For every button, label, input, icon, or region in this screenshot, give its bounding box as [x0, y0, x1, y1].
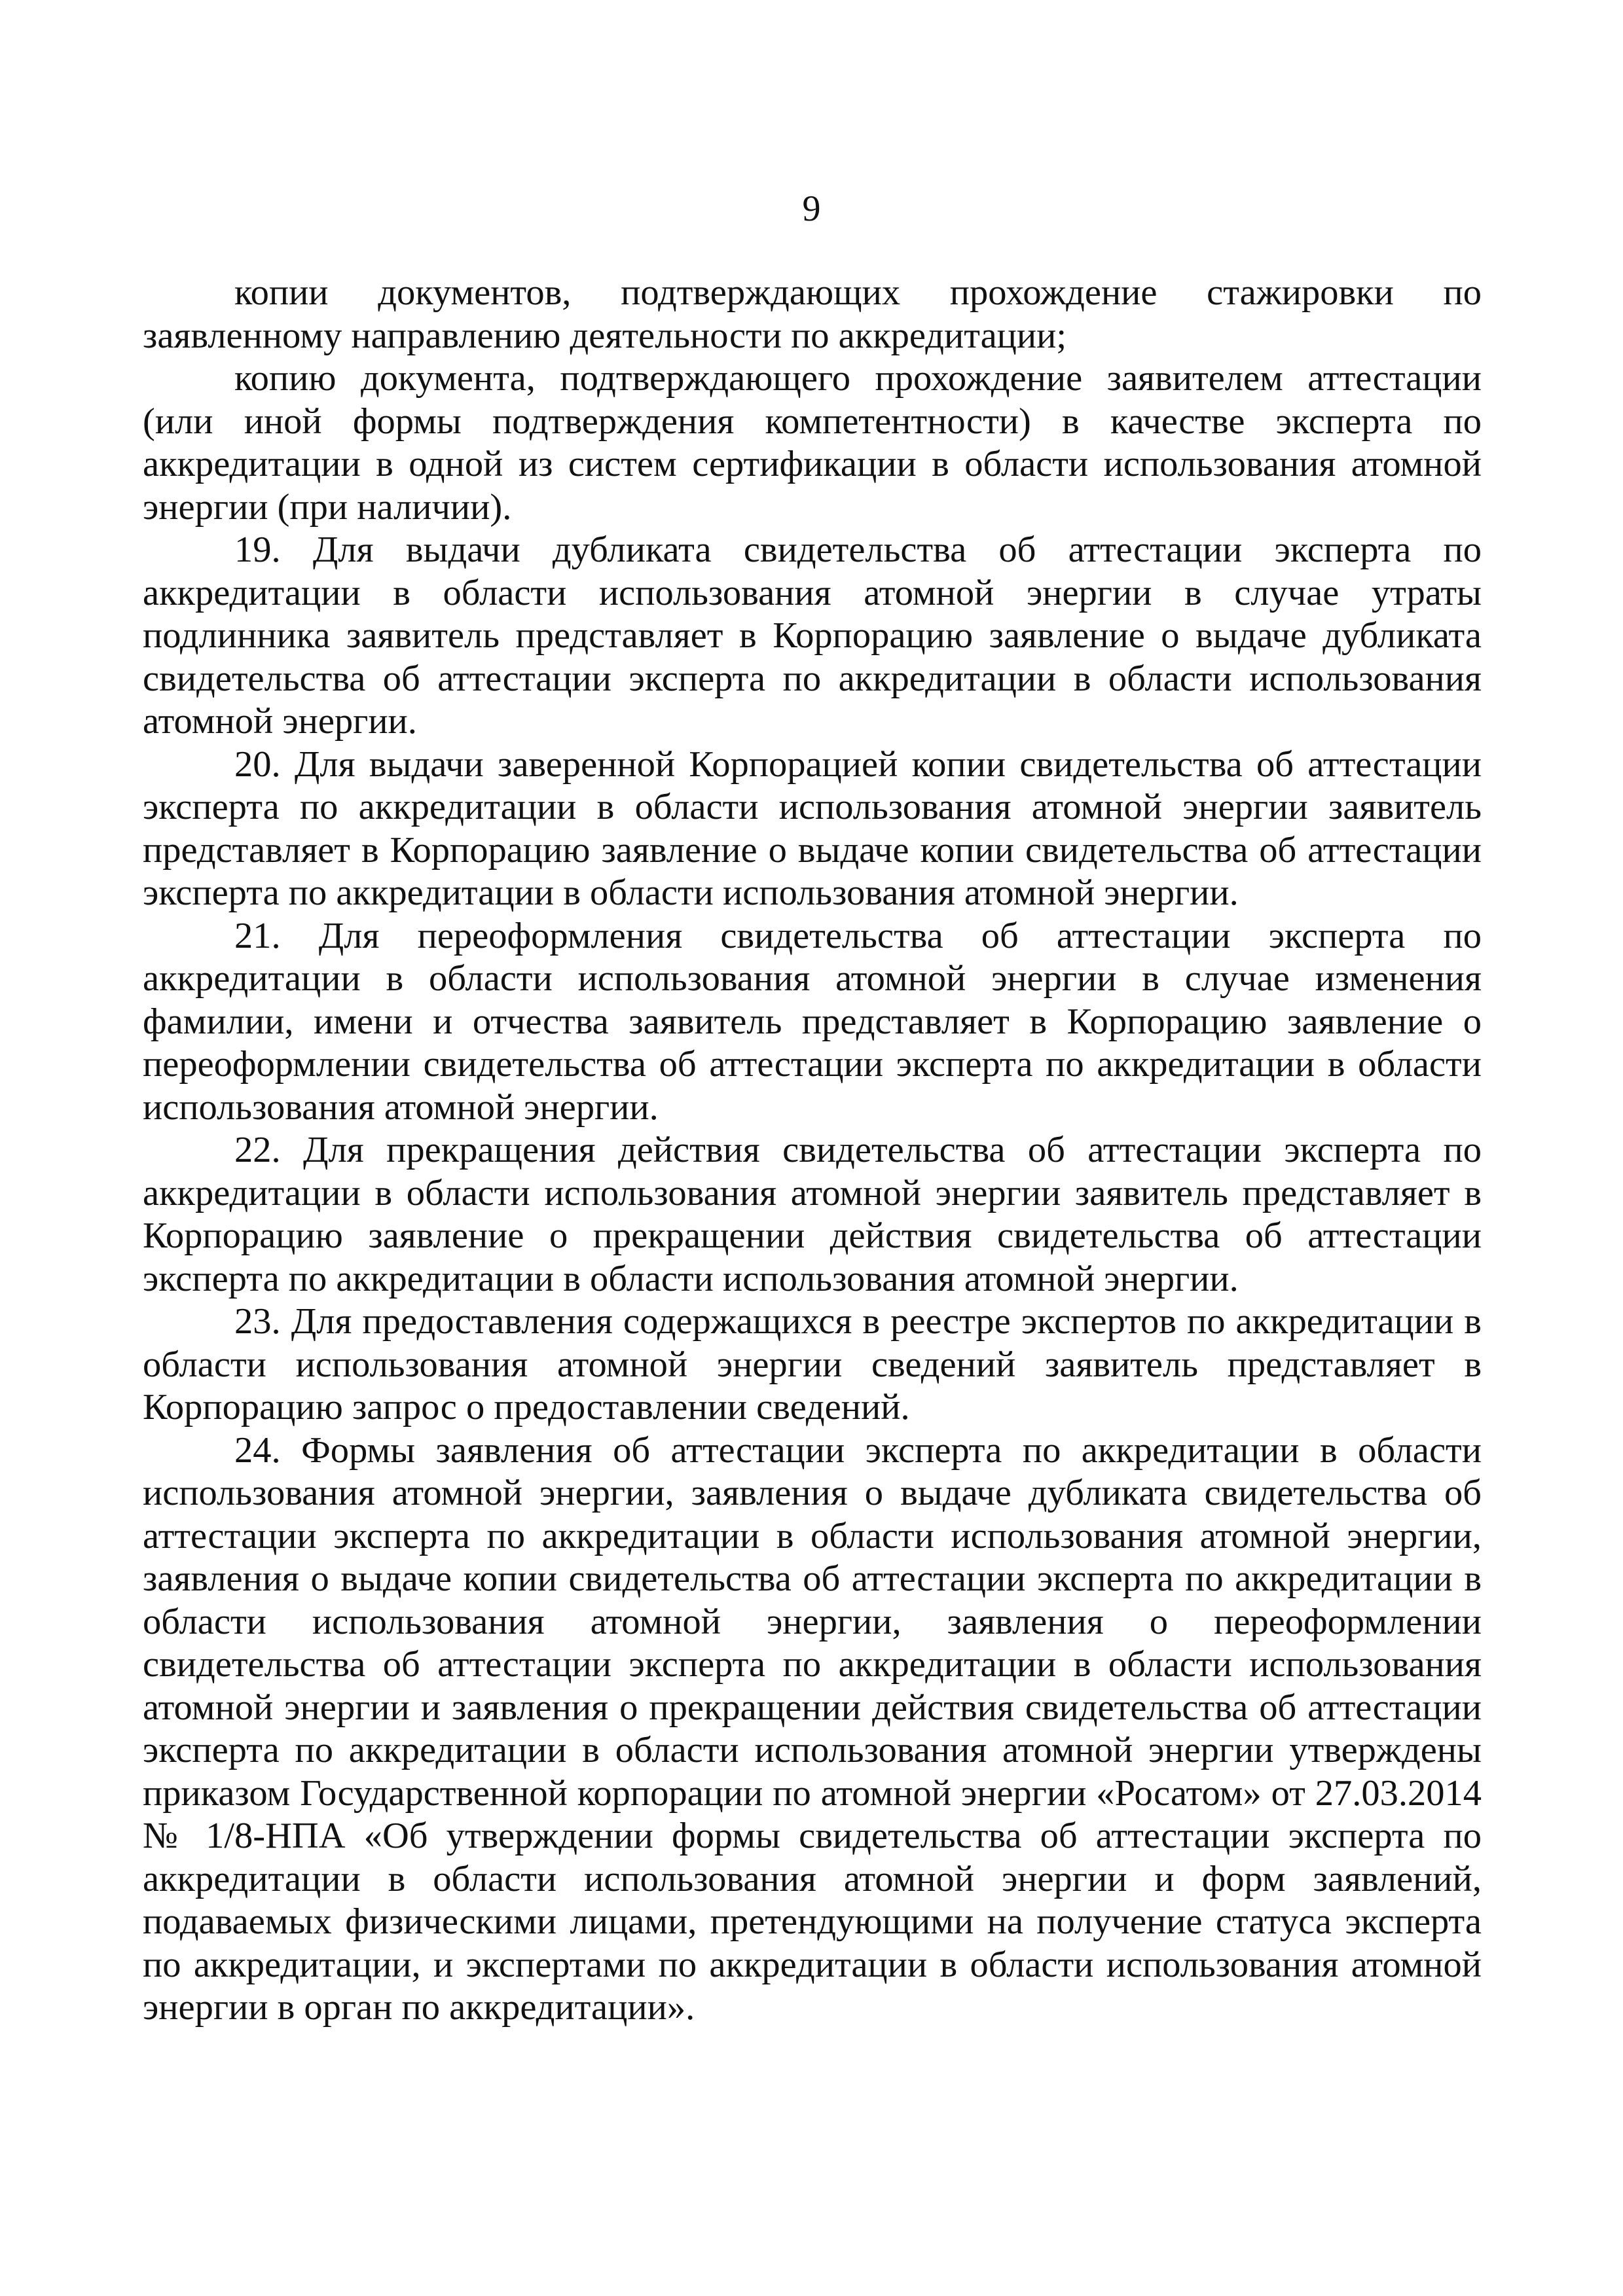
page-number: 9	[802, 188, 821, 229]
paragraph-20-certified-copy: 20. Для выдачи заверенной Корпорацией копии свидетельства об аттестации эксперта по аккредитации в области использования атомной энергии заявитель представляет в Корпорацию заявление о выдаче копии свидетельства об аттестации эксперта по аккредитации в области использования атомной энергии.	[143, 744, 1482, 913]
paragraph-copy-attestation: копию документа, подтверждающего прохождение заявителем аттестации (или иной формы подтверждения компетентности) в качестве эксперта по аккредитации в одной из систем сертификации в области использования атомной энергии (при наличии).	[143, 358, 1482, 528]
paragraph-22-termination: 22. Для прекращения действия свидетельства об аттестации эксперта по аккредитации в области использования атомной энергии заявитель представляет в Корпорацию заявление о прекращении действия свидетельства об аттестации эксперта по аккредитации в области использования атомной энергии.	[143, 1130, 1482, 1299]
paragraph-copies-internship: копии документов, подтверждающих прохождение стажировки по заявленному направлению деятельности по аккредитации;	[143, 272, 1482, 356]
paragraph-19-duplicate: 19. Для выдачи дубликата свидетельства об аттестации эксперта по аккредитации в области использования атомной энергии в случае утраты подлинника заявитель представляет в Корпорацию заявление о выдаче дубликата свидетельства об аттестации эксперта по аккредитации в области использования атомной энергии.	[143, 529, 1482, 742]
paragraph-24-application-forms: 24. Формы заявления об аттестации эксперта по аккредитации в области использования атомной энергии, заявления о выдаче дубликата свидетельства об аттестации эксперта по аккредитации в области использования атомной энергии, заявления о выдаче копии свидетельства об аттестации эксперта по аккредитации в области использования атомной энергии, заявления о переоформлении свидетельства об аттестации эксперта по аккредитации в области использования атомной энергии и заявления о прекращении действия свидетельства об аттестации эксперта по аккредитации в области использования атомной энергии утверждены приказом Государственной корпорации по атомной энергии «Росатом» от 27.03.2014 № 1/8-НПА «Об утверждении формы свидетельства об аттестации эксперта по аккредитации в области использования атомной энергии и форм заявлений, подаваемых физическими лицами, претендующими на получение статуса эксперта по аккредитации, и экспертами по аккредитации в области использования атомной энергии в орган по аккредитации».	[143, 1429, 1482, 2028]
paragraph-21-reissue: 21. Для переоформления свидетельства об аттестации эксперта по аккредитации в области использования атомной энергии в случае изменения фамилии, имени и отчества заявитель представляет в Корпорацию заявление о переоформлении свидетельства об аттестации эксперта по аккредитации в области использования атомной энергии.	[143, 915, 1482, 1128]
paragraph-23-registry-info: 23. Для предоставления содержащихся в реестре экспертов по аккредитации в области использования атомной энергии сведений заявитель представляет в Корпорацию запрос о предоставлении сведений.	[143, 1301, 1482, 1427]
document-body	[143, 272, 1482, 2030]
